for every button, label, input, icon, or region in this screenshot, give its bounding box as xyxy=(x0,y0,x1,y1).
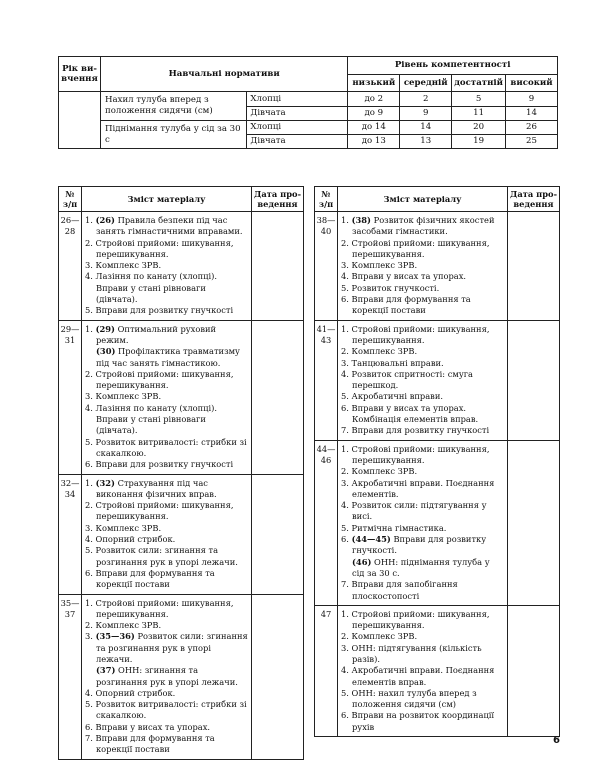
content-item xyxy=(341,557,504,580)
value-cell: до 9 xyxy=(348,106,400,120)
item-text: Вправи для формування та корекції постави xyxy=(92,733,215,755)
lesson-number-start: 47 xyxy=(320,608,332,619)
item-text: Акробатичні вправи. Поєднання елементів вправ. xyxy=(348,665,495,687)
date-header: Дата про-ведення xyxy=(252,187,304,212)
date-cell xyxy=(508,440,560,605)
content-item xyxy=(85,500,248,523)
content-item xyxy=(85,369,248,392)
content-item xyxy=(85,631,248,665)
date-cell xyxy=(252,212,304,321)
value-cell: до 14 xyxy=(348,120,400,134)
content-item xyxy=(341,609,504,632)
content-item xyxy=(85,699,248,722)
item-text: Вправи у висах та упорах. xyxy=(92,721,211,732)
value-cell: 19 xyxy=(452,135,506,149)
num-header: № з/п xyxy=(59,187,82,212)
item-number: 7. xyxy=(341,425,349,436)
lesson-ref: (35—36) xyxy=(95,631,135,642)
norms-header: Навчальні нормативи xyxy=(100,57,347,92)
lesson-number-start: 41— xyxy=(316,323,336,334)
value-cell: до 13 xyxy=(348,135,400,149)
item-number: 5. xyxy=(341,687,349,698)
item-text: Розвиток сили: згинання та розгинання рук в упорі лежачи. xyxy=(96,631,248,664)
lesson-number-cell xyxy=(59,594,82,759)
content-item xyxy=(341,260,504,271)
item-number: 5. xyxy=(85,545,93,556)
item-number: 1. xyxy=(341,443,349,454)
item-text: ОНН: піднімання тулуба у сід за 30 с. xyxy=(352,556,490,578)
item-number: 3. xyxy=(341,260,349,271)
group-cell: Дівчата xyxy=(247,106,348,120)
value-cell: до 2 xyxy=(348,92,400,106)
value-cell: 25 xyxy=(506,135,558,149)
item-number: 4. xyxy=(85,534,93,545)
lesson-number-cell xyxy=(315,320,338,440)
content-item xyxy=(85,324,248,347)
lesson-number-start: 44— xyxy=(316,443,336,454)
item-text: Комплекс ЗРВ. xyxy=(92,522,162,533)
content-item xyxy=(85,215,248,238)
lesson-number-start: 29— xyxy=(60,323,80,334)
content-item xyxy=(85,305,248,316)
item-number: 6. xyxy=(341,534,349,545)
content-item xyxy=(85,478,248,501)
item-number: 4. xyxy=(85,402,93,413)
lesson-content-cell xyxy=(338,320,508,440)
standards-header-row xyxy=(59,57,558,75)
value-cell: 11 xyxy=(452,106,506,120)
level-medium: середній xyxy=(400,74,452,92)
item-text: Комплекс ЗРВ. xyxy=(348,260,418,271)
value-cell: 2 xyxy=(400,92,452,106)
item-text: Акробатичні вправи. Поєднання елементів. xyxy=(348,477,495,499)
lesson-number-cell xyxy=(59,212,82,321)
item-number: 4. xyxy=(341,368,349,379)
content-item xyxy=(341,215,504,238)
content-item xyxy=(85,459,248,470)
item-number: 6. xyxy=(85,567,93,578)
item-text: Вправи для розвитку гнучкості xyxy=(348,425,490,436)
item-text: Страхування під час виконання фізичних вправ. xyxy=(96,477,217,499)
item-number: 7. xyxy=(85,733,93,744)
lesson-content-cell xyxy=(338,212,508,321)
content-item xyxy=(85,271,248,305)
content-item xyxy=(85,545,248,568)
lesson-number-cell xyxy=(315,212,338,321)
item-number: 3. xyxy=(85,391,93,402)
item-text: Стройові прийоми: шикування, перешикування. xyxy=(92,237,234,259)
lesson-row xyxy=(59,320,304,474)
value-cell: 14 xyxy=(400,120,452,134)
group-cell: Дівчата xyxy=(247,135,348,149)
lesson-row xyxy=(315,320,560,440)
item-number: 4. xyxy=(85,687,93,698)
content-item xyxy=(85,722,248,733)
lessons-header-row xyxy=(315,187,560,212)
content-item xyxy=(341,346,504,357)
date-cell xyxy=(508,605,560,736)
item-text: Розвиток сили: згинання та розгинання рук в упорі лежачи. xyxy=(92,545,238,567)
lesson-ref: (38) xyxy=(351,215,371,225)
content-item xyxy=(85,534,248,545)
level-low: низький xyxy=(348,74,400,92)
item-number: 3. xyxy=(85,522,93,533)
lesson-number-end: 40 xyxy=(320,226,332,237)
item-text: Розвиток спритності: смуга перешкод. xyxy=(348,368,474,391)
item-text: Вправи для формування та корекції постави xyxy=(348,294,471,316)
lesson-ref: (30) xyxy=(96,346,116,357)
item-text: Вправи на розвиток координації рухів xyxy=(348,710,495,732)
item-text: Розвиток фізичних якостей засобами гімнастики. xyxy=(352,215,495,237)
item-text: Вправи для формування та корекції постави xyxy=(92,567,215,590)
item-text: Вправи для розвитку гнучкості. xyxy=(352,534,487,556)
item-number: 1. xyxy=(341,323,349,334)
content-item xyxy=(85,598,248,621)
content-item xyxy=(341,391,504,402)
lesson-row xyxy=(315,605,560,736)
year-header: Рік ви-вчення xyxy=(59,57,101,92)
content-item xyxy=(341,478,504,501)
table-row xyxy=(59,120,558,134)
item-number: 2. xyxy=(341,346,349,357)
item-text: Лазіння по канату (хлопці). Вправи у стані рівноваги (дівчата). xyxy=(92,402,217,436)
item-text: Вправи для запобігання плоскостопості xyxy=(348,579,458,601)
exercise-cell: Нахил тулуба вперед з положення сидячи (см) xyxy=(100,92,246,120)
item-number: 5. xyxy=(341,282,349,293)
date-cell xyxy=(252,320,304,474)
item-number: 4. xyxy=(341,500,349,511)
item-text: Опорний стрибок. xyxy=(92,687,176,698)
item-number: 6. xyxy=(341,710,349,721)
item-number: 6. xyxy=(85,459,93,470)
content-item xyxy=(85,403,248,437)
item-number: 1. xyxy=(85,597,93,608)
item-text: Стройові прийоми: шикування, перешикування. xyxy=(348,443,490,465)
level-high: високий xyxy=(506,74,558,92)
item-number: 2. xyxy=(341,631,349,642)
content-item xyxy=(341,523,504,534)
lesson-content-cell xyxy=(338,440,508,605)
item-number: 3. xyxy=(341,477,349,488)
item-text: Стройові прийоми: шикування, перешикування. xyxy=(348,608,490,631)
content-item xyxy=(341,369,504,392)
lesson-number-start: 38— xyxy=(316,215,336,225)
content-item xyxy=(341,688,504,711)
content-item xyxy=(341,271,504,282)
item-text: Вправи для розвитку гнучкості xyxy=(92,305,234,316)
content-item xyxy=(85,688,248,699)
item-number: 5. xyxy=(85,699,93,710)
lesson-content-cell xyxy=(82,474,252,594)
content-item xyxy=(85,437,248,460)
item-text: Стройові прийоми: шикування, перешикування. xyxy=(92,597,234,619)
item-number: 2. xyxy=(341,466,349,477)
item-text: Лазіння по канату (хлопці). Вправи у стані рівноваги (дівчата). xyxy=(92,271,217,305)
lesson-row xyxy=(59,212,304,321)
item-number: 3. xyxy=(341,357,349,368)
item-number: 2. xyxy=(85,237,93,248)
value-cell: 9 xyxy=(400,106,452,120)
table-row xyxy=(59,92,558,106)
group-cell: Хлопці xyxy=(247,120,348,134)
item-number: 2. xyxy=(85,500,93,511)
lesson-ref: (37) xyxy=(96,665,116,676)
lesson-number-start: 35— xyxy=(60,597,80,608)
content-item xyxy=(341,643,504,666)
content-item xyxy=(341,238,504,261)
item-text: ОНН: нахил тулуба вперед з положення сидячи (см) xyxy=(348,687,477,710)
content-item xyxy=(85,238,248,261)
content-item xyxy=(341,324,504,347)
item-text: ОНН: згинання та розгинання рук в упорі лежачи. xyxy=(96,665,238,687)
content-item xyxy=(341,403,504,426)
lesson-ref: (46) xyxy=(352,556,372,567)
item-text: Правила безпеки під час занять гімнастичними вправами. xyxy=(96,215,243,237)
content-item xyxy=(341,444,504,467)
item-number: 5. xyxy=(85,436,93,447)
content-item xyxy=(85,346,248,369)
lesson-number-end: 34 xyxy=(64,488,76,499)
item-text: Оптимальний руховий режим. xyxy=(96,323,217,345)
exercise-cell: Піднімання тулуба у сід за 30 с xyxy=(100,120,246,148)
item-text: Стройові прийоми: шикування, перешикування. xyxy=(348,323,490,345)
item-text: Вправи для розвитку гнучкості xyxy=(92,459,234,470)
lesson-row xyxy=(315,440,560,605)
content-item xyxy=(341,500,504,523)
item-text: Профілактика травматизму під час занять гімнастикою. xyxy=(96,346,240,368)
item-text: Розвиток сили: підтягування у висі. xyxy=(348,500,487,522)
item-text: Танцювальні вправи. xyxy=(348,357,444,368)
lesson-row xyxy=(315,212,560,321)
level-sufficient: достатній xyxy=(452,74,506,92)
item-text: Комплекс ЗРВ. xyxy=(348,631,418,642)
content-item xyxy=(341,283,504,294)
content-item xyxy=(85,391,248,402)
date-cell xyxy=(252,474,304,594)
lessons-table-right xyxy=(314,186,560,737)
num-header: № з/п xyxy=(315,187,338,212)
item-text: Розвиток витривалості: стрибки зі скакалкою. xyxy=(92,436,247,458)
lesson-number-end: 43 xyxy=(320,334,332,345)
lesson-ref: (32) xyxy=(95,477,115,488)
item-number: 1. xyxy=(85,323,93,334)
item-number: 3. xyxy=(85,260,93,271)
item-text: ОНН: підтягування (кількість разів). xyxy=(348,642,482,664)
content-item xyxy=(85,733,248,756)
item-text: Стройові прийоми: шикування, перешикування. xyxy=(92,500,234,522)
content-item xyxy=(341,534,504,557)
lesson-number-end: 37 xyxy=(64,608,76,619)
item-number: 3. xyxy=(85,631,93,642)
value-cell: 13 xyxy=(400,135,452,149)
content-header: Зміст матеріалу xyxy=(338,187,508,212)
lesson-row xyxy=(59,594,304,759)
lesson-number-cell xyxy=(315,605,338,736)
year-cell xyxy=(59,92,101,149)
lesson-number-cell xyxy=(59,320,82,474)
date-cell xyxy=(508,212,560,321)
content-header: Зміст матеріалу xyxy=(82,187,252,212)
item-number: 6. xyxy=(85,721,93,732)
lessons-table-left xyxy=(58,186,304,760)
item-number: 7. xyxy=(341,579,349,590)
lesson-number-cell xyxy=(315,440,338,605)
item-number: 1. xyxy=(341,215,349,225)
item-number: 6. xyxy=(341,294,349,305)
lesson-number-start: 26— xyxy=(60,215,80,225)
lesson-ref: (29) xyxy=(95,323,115,334)
item-text: Стройові прийоми: шикування, перешикування. xyxy=(348,237,490,259)
lesson-number-end: 28 xyxy=(64,226,76,237)
item-text: Розвиток витривалості: стрибки зі скакалкою. xyxy=(92,699,247,721)
item-text: Комплекс ЗРВ. xyxy=(348,346,418,357)
value-cell: 14 xyxy=(506,106,558,120)
page-number: 6 xyxy=(553,735,560,746)
content-item xyxy=(341,358,504,369)
value-cell: 26 xyxy=(506,120,558,134)
lesson-number-end: 31 xyxy=(64,334,76,345)
lessons-body-right xyxy=(315,212,560,737)
item-number: 1. xyxy=(85,477,93,488)
lesson-content-cell xyxy=(338,605,508,736)
item-text: Вправи у висах та упорах. Комбінація елементів вправ. xyxy=(348,402,479,425)
content-item xyxy=(341,665,504,688)
content-item xyxy=(85,260,248,271)
item-text: Розвиток гнучкості. xyxy=(348,282,440,293)
lesson-number-start: 32— xyxy=(60,477,80,488)
content-item xyxy=(341,425,504,436)
standards-table xyxy=(58,56,558,149)
item-text: Комплекс ЗРВ. xyxy=(92,620,162,631)
item-number: 2. xyxy=(85,620,93,631)
value-cell: 5 xyxy=(452,92,506,106)
group-cell: Хлопці xyxy=(247,92,348,106)
level-header: Рівень компетентності xyxy=(348,57,558,75)
item-text: Комплекс ЗРВ. xyxy=(92,391,162,402)
content-item xyxy=(85,523,248,534)
item-number: 4. xyxy=(85,271,93,282)
item-number: 2. xyxy=(85,368,93,379)
content-item xyxy=(85,620,248,631)
item-text: Ритмічна гімнастика. xyxy=(348,522,447,533)
value-cell: 20 xyxy=(452,120,506,134)
lesson-content-cell xyxy=(82,594,252,759)
lesson-ref: (26) xyxy=(95,215,115,225)
item-text: Стройові прийоми: шикування, перешикування. xyxy=(92,368,234,391)
lessons-body-left xyxy=(59,212,304,760)
content-item xyxy=(85,665,248,688)
date-cell xyxy=(508,320,560,440)
item-text: Комплекс ЗРВ. xyxy=(92,260,162,271)
lesson-number-cell xyxy=(59,474,82,594)
value-cell: 9 xyxy=(506,92,558,106)
item-text: Опорний стрибок. xyxy=(92,534,176,545)
item-number: 4. xyxy=(341,271,349,282)
content-item xyxy=(85,568,248,591)
content-item xyxy=(341,631,504,642)
lesson-ref: (44—45) xyxy=(351,534,391,545)
item-text: Комплекс ЗРВ. xyxy=(348,466,418,477)
item-number: 5. xyxy=(85,305,93,316)
item-number: 1. xyxy=(85,215,93,225)
lesson-number-end: 46 xyxy=(320,454,332,465)
content-item xyxy=(341,294,504,317)
lesson-content-cell xyxy=(82,212,252,321)
content-item xyxy=(341,579,504,602)
item-number: 1. xyxy=(341,608,349,619)
date-header: Дата про-ведення xyxy=(508,187,560,212)
item-number: 5. xyxy=(341,522,349,533)
item-number: 6. xyxy=(341,402,349,413)
lessons-header-row xyxy=(59,187,304,212)
lesson-content-cell xyxy=(82,320,252,474)
content-item xyxy=(341,710,504,733)
lesson-row xyxy=(59,474,304,594)
item-number: 2. xyxy=(341,237,349,248)
item-number: 3. xyxy=(341,642,349,653)
item-text: Вправи у висах та упорах. xyxy=(348,271,467,282)
item-number: 4. xyxy=(341,665,349,676)
item-text: Акробатичні вправи. xyxy=(348,391,443,402)
date-cell xyxy=(252,594,304,759)
content-item xyxy=(341,466,504,477)
item-number: 5. xyxy=(341,391,349,402)
